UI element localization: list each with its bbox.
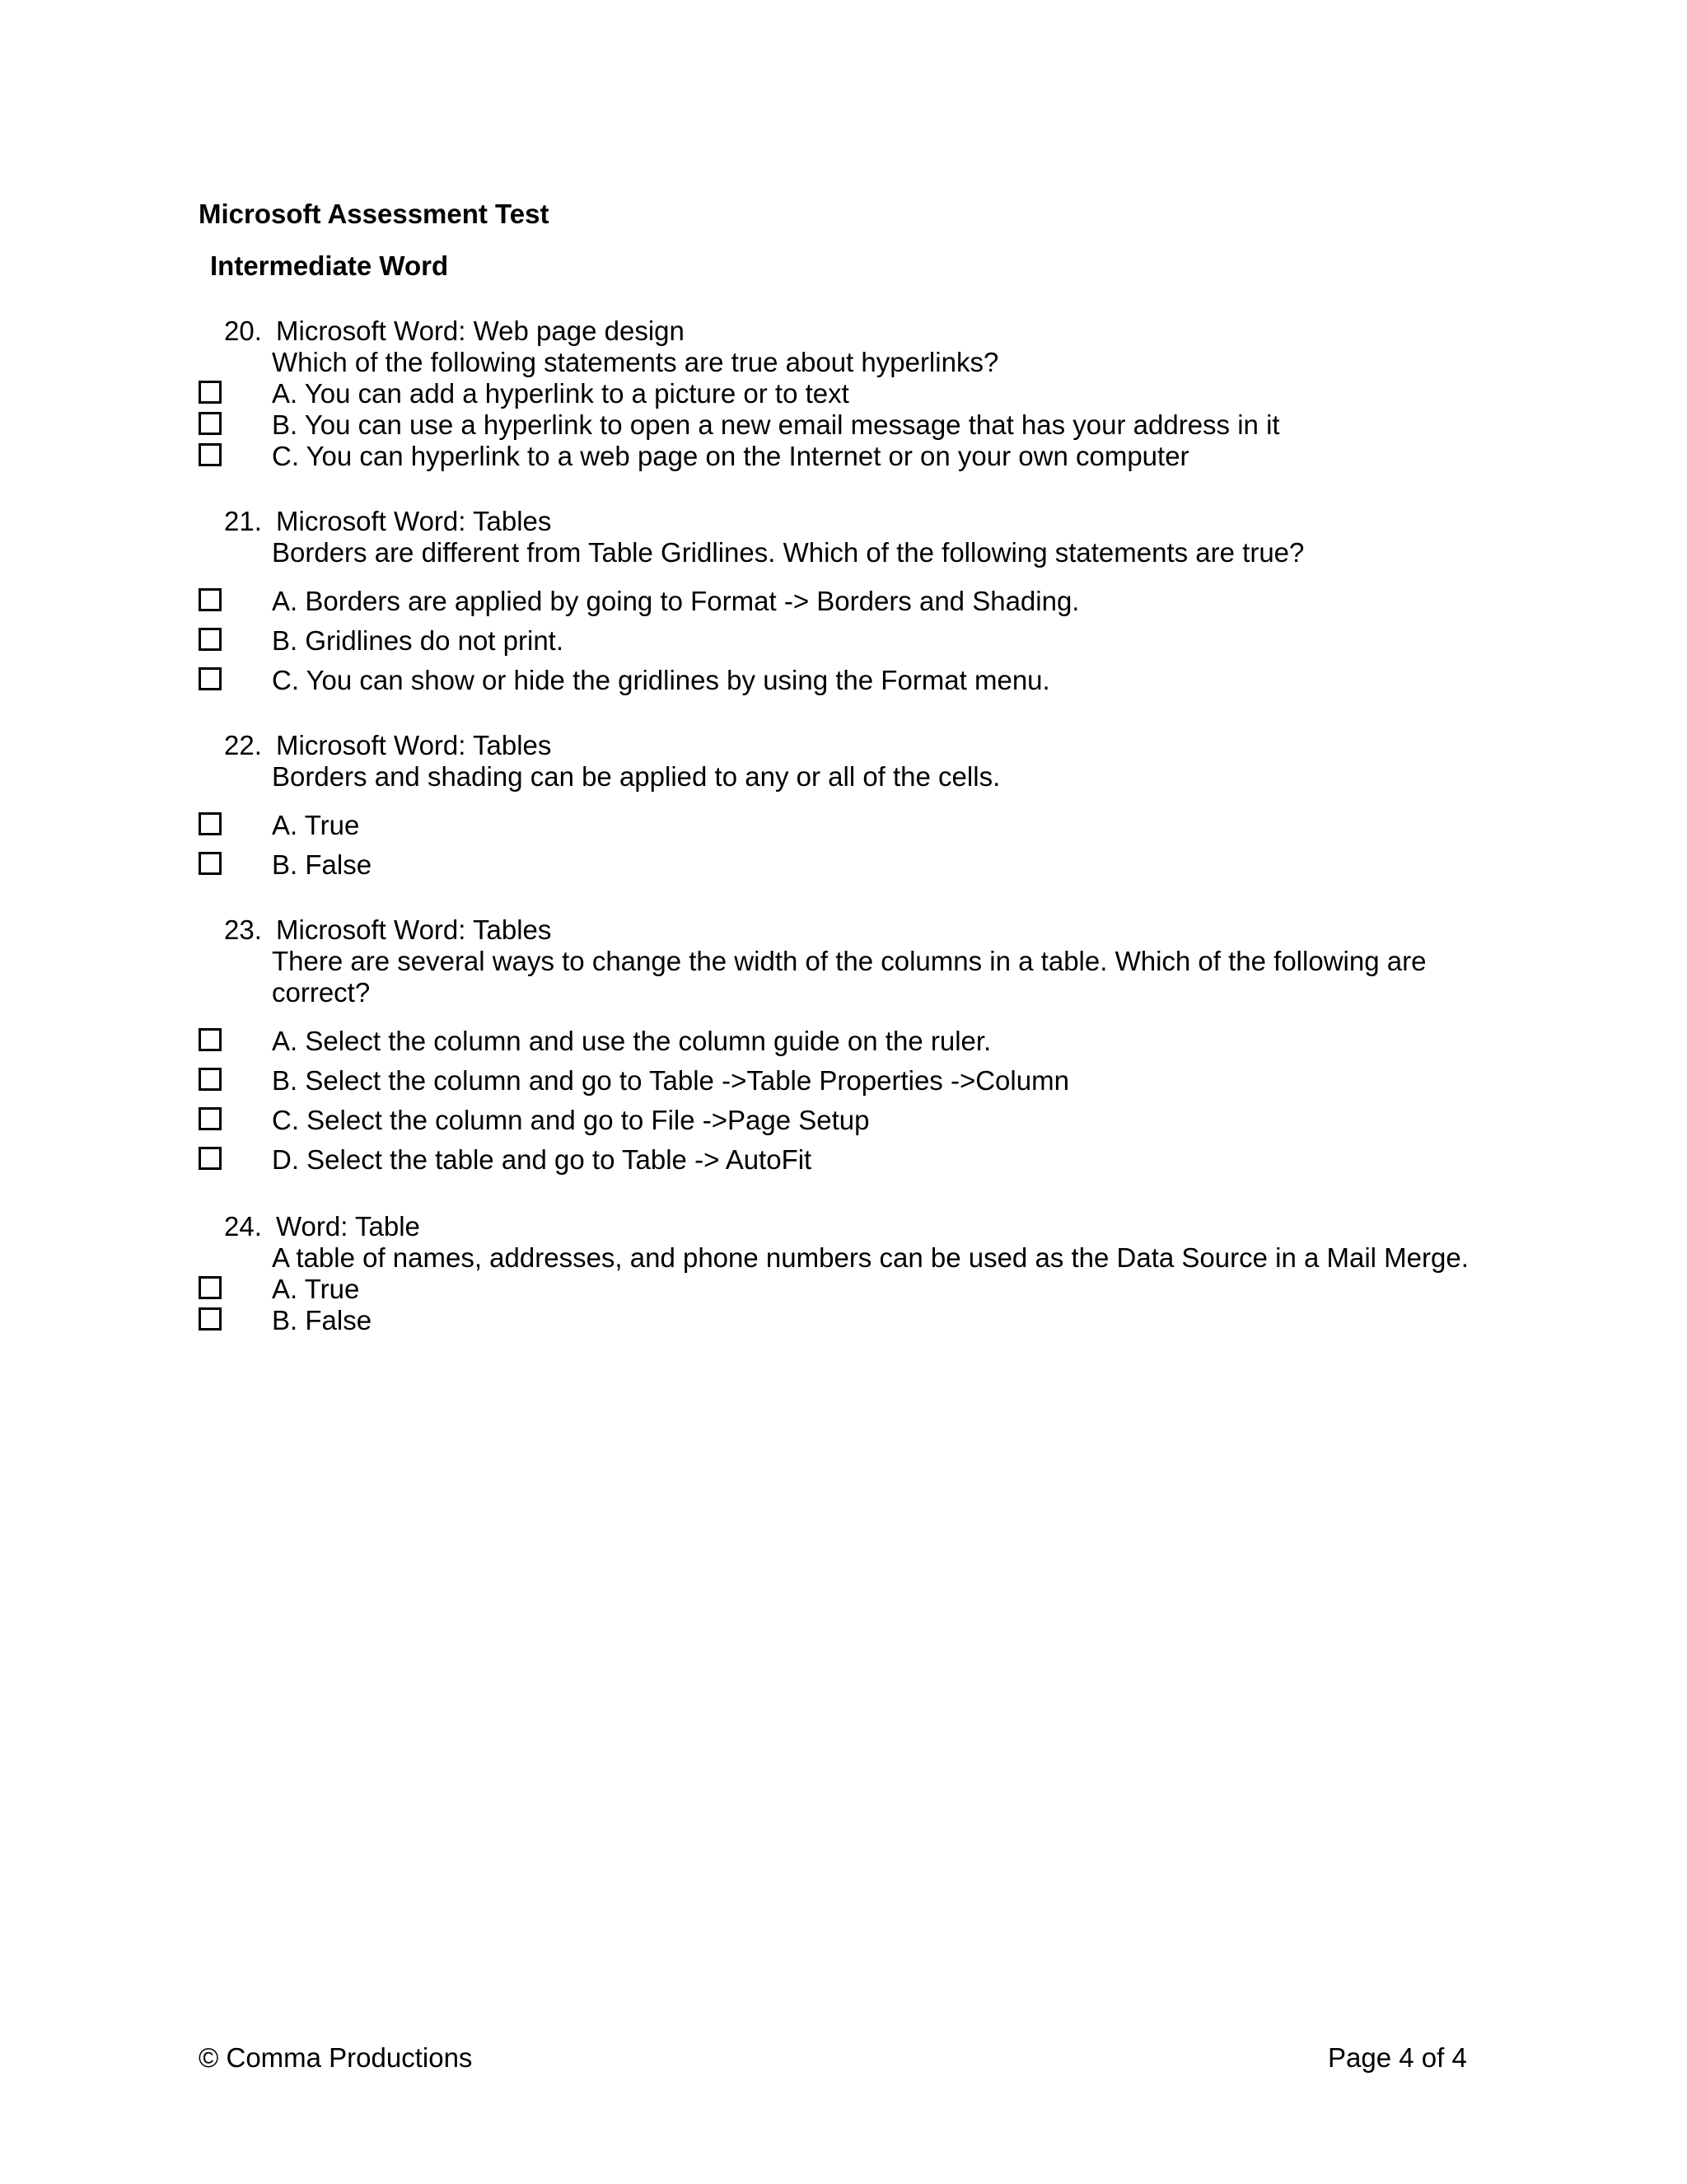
question-number: 21. [224,506,262,536]
answer-option [199,1105,1516,1144]
question-header [199,316,1516,347]
answer-checkbox[interactable] [199,443,222,466]
question-topic: Microsoft Word: Tables [276,730,552,760]
question-topic: Word: Table [276,1211,420,1242]
answer-label: C. Select the column and go to File ->Page Setup [272,1105,870,1135]
answer-option [199,441,1516,472]
footer-page-number: Page 4 of 4 [1328,2042,1467,2073]
answer-checkbox[interactable] [199,1276,222,1299]
answer-option [199,625,1516,665]
question-text: A table of names, addresses, and phone numbers can be used as the Data Source in a Mail Merge. [272,1242,1469,1273]
answer-label: A. You can add a hyperlink to a picture or to text [272,378,849,409]
question-header [199,914,1516,946]
answer-checkbox[interactable] [199,412,222,435]
answer-checkbox[interactable] [199,1307,222,1331]
answer-label: B. False [272,1305,372,1335]
question-text: Which of the following statements are true about hyperlinks? [272,347,999,377]
question-22 [199,730,1516,889]
question-header [199,1211,1516,1242]
question-topic: Microsoft Word: Tables [276,914,552,945]
answer-checkbox[interactable] [199,1147,222,1170]
answer-label: A. Borders are applied by going to Format -> Borders and Shading. [272,586,1080,616]
answer-option [199,1065,1516,1105]
answer-checkbox[interactable] [199,628,222,651]
answer-checkbox[interactable] [199,588,222,611]
question-header [199,730,1516,761]
answer-option [199,1274,1516,1305]
question-24 [199,1211,1516,1336]
answer-label: A. True [272,810,360,840]
question-number: 24. [224,1211,262,1242]
question-text: Borders are different from Table Gridlines. Which of the following statements are true? [272,537,1305,568]
question-number: 22. [224,730,262,760]
question-topic: Microsoft Word: Web page design [276,316,685,346]
document-subtitle: Intermediate Word [210,250,449,281]
question-20 [199,316,1516,472]
answer-checkbox[interactable] [199,1068,222,1091]
question-text: Borders and shading can be applied to any or all of the cells. [272,761,1001,792]
document-title: Microsoft Assessment Test [199,199,549,229]
answer-checkbox[interactable] [199,381,222,404]
answer-checkbox[interactable] [199,667,222,690]
answer-option [199,665,1516,704]
answer-label: A. Select the column and use the column guide on the ruler. [272,1026,992,1056]
footer-copyright: © Comma Productions [199,2042,473,2073]
answer-label: B. False [272,849,372,880]
answer-label: B. You can use a hyperlink to open a new email message that has your address in it [272,409,1280,440]
answer-option [199,849,1516,889]
answer-label: D. Select the table and go to Table -> AutoFit [272,1144,812,1175]
question-21 [199,506,1516,704]
answer-option [199,1026,1516,1065]
answer-checkbox[interactable] [199,1028,222,1051]
answer-label: B. Select the column and go to Table ->Table Properties ->Column [272,1065,1069,1096]
answer-option [199,586,1516,625]
question-23 [199,914,1516,1184]
answer-label: C. You can hyperlink to a web page on the Internet or on your own computer [272,441,1189,471]
answer-checkbox[interactable] [199,1107,222,1130]
answer-option [199,1305,1516,1336]
question-number: 23. [224,914,262,945]
answer-label: B. Gridlines do not print. [272,625,564,656]
answer-option [199,378,1516,409]
answer-label: A. True [272,1274,360,1304]
answer-checkbox[interactable] [199,812,222,835]
question-header [199,506,1516,537]
question-text: There are several ways to change the width of the columns in a table. Which of the following are correct? [272,946,1427,1008]
answer-option [199,409,1516,441]
answer-label: C. You can show or hide the gridlines by using the Format menu. [272,665,1050,695]
question-topic: Microsoft Word: Tables [276,506,552,536]
question-number: 20. [224,316,262,346]
answer-option [199,1144,1516,1184]
answer-option [199,810,1516,849]
answer-checkbox[interactable] [199,852,222,875]
